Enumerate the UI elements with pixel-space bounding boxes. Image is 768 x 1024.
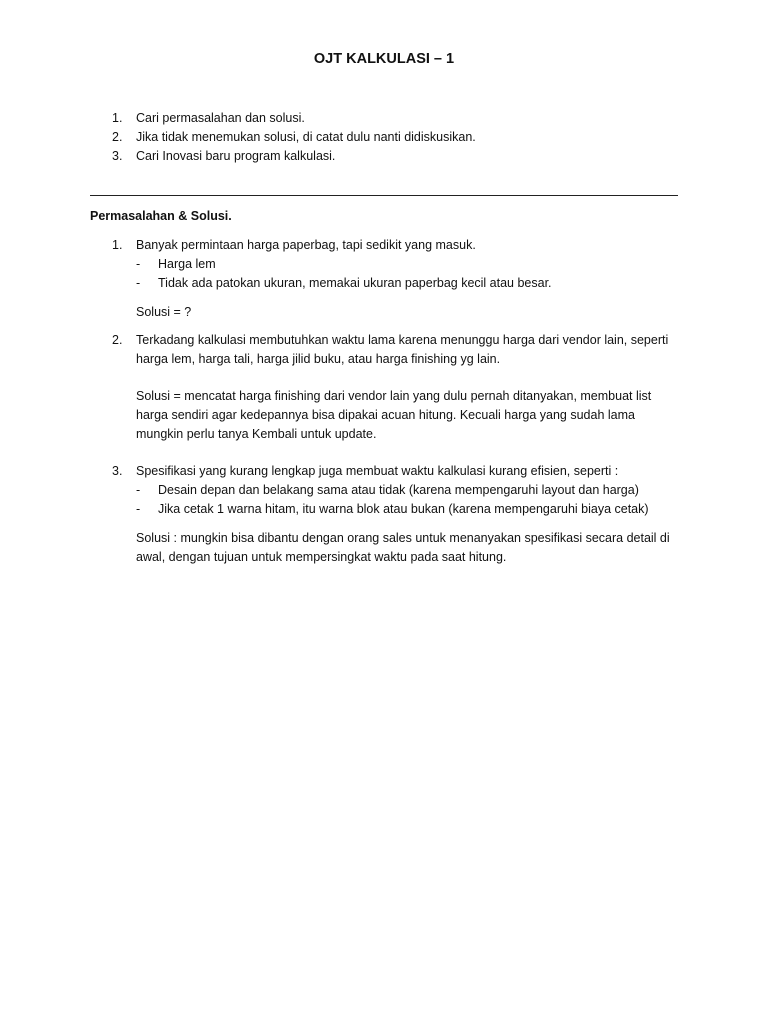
bullet-item — [90, 481, 690, 500]
list-item-text: Jika tidak menemukan solusi, di catat dulu nanti didiskusikan. — [136, 130, 476, 144]
bullet-item — [90, 274, 690, 293]
list-number: 3. — [112, 464, 123, 478]
problem-text: Banyak permintaan harga paperbag, tapi sedikit yang masuk. — [136, 238, 476, 252]
solution-block — [90, 529, 690, 567]
problem-text: Spesifikasi yang kurang lengkap juga membuat waktu kalkulasi kurang efisien, seperti : — [136, 464, 619, 478]
dash-bullet: - — [136, 502, 141, 516]
problem-statement — [90, 331, 690, 369]
problem-text-line: harga lem, harga tali, harga jilid buku, atau harga finishing yg lain. — [136, 352, 501, 366]
list-item-text: Cari permasalahan dan solusi. — [136, 111, 305, 125]
solution-block — [90, 387, 690, 444]
list-item — [90, 109, 690, 128]
document-title: OJT KALKULASI – 1 — [313, 51, 455, 67]
list-number: 2. — [112, 130, 123, 144]
solution-text: Solusi = ? — [136, 305, 192, 319]
bullet-text: Tidak ada patokan ukuran, memakai ukuran paperbag kecil atau besar. — [158, 276, 552, 290]
solution-line: mungkin perlu tanya Kembali untuk update. — [136, 427, 377, 441]
bullet-item — [90, 255, 690, 274]
solution-line: awal, dengan tujuan untuk mempersingkat waktu pada saat hitung. — [136, 550, 507, 564]
dash-bullet: - — [136, 257, 141, 271]
section-heading: Permasalahan & Solusi. — [90, 209, 232, 223]
bullet-text: Harga lem — [158, 257, 216, 271]
problem-2 — [90, 331, 690, 444]
problem-3 — [90, 462, 690, 567]
problem-1 — [90, 236, 690, 322]
list-item-text: Cari Inovasi baru program kalkulasi. — [136, 149, 336, 163]
solution-line: harga sendiri agar kedepannya bisa dipakai acuan hitung. Kecuali harga yang sudah lama — [136, 408, 635, 422]
list-number: 2. — [112, 333, 123, 347]
list-number: 1. — [112, 238, 123, 252]
problem-text-line: Terkadang kalkulasi membutuhkan waktu lama karena menunggu harga dari vendor lain, seperti — [136, 333, 669, 347]
solution-line: Solusi = mencatat harga finishing dari vendor lain yang dulu pernah ditanyakan, membuat list — [136, 389, 652, 403]
problem-statement — [90, 236, 690, 255]
problem-statement — [90, 462, 690, 481]
bullet-text: Desain depan dan belakang sama atau tidak (karena mempengaruhi layout dan harga) — [158, 483, 639, 497]
list-number: 3. — [112, 149, 123, 163]
list-number: 1. — [112, 111, 123, 125]
horizontal-divider — [90, 195, 678, 196]
bullet-item — [90, 500, 690, 519]
list-item — [90, 147, 690, 166]
dash-bullet: - — [136, 483, 141, 497]
dash-bullet: - — [136, 276, 141, 290]
intro-list — [90, 109, 690, 166]
solution-line: Solusi : mungkin bisa dibantu dengan orang sales untuk menanyakan spesifikasi secara detail di — [136, 531, 670, 545]
bullet-text: Jika cetak 1 warna hitam, itu warna blok atau bukan (karena mempengaruhi biaya cetak) — [158, 502, 649, 516]
list-item — [90, 128, 690, 147]
